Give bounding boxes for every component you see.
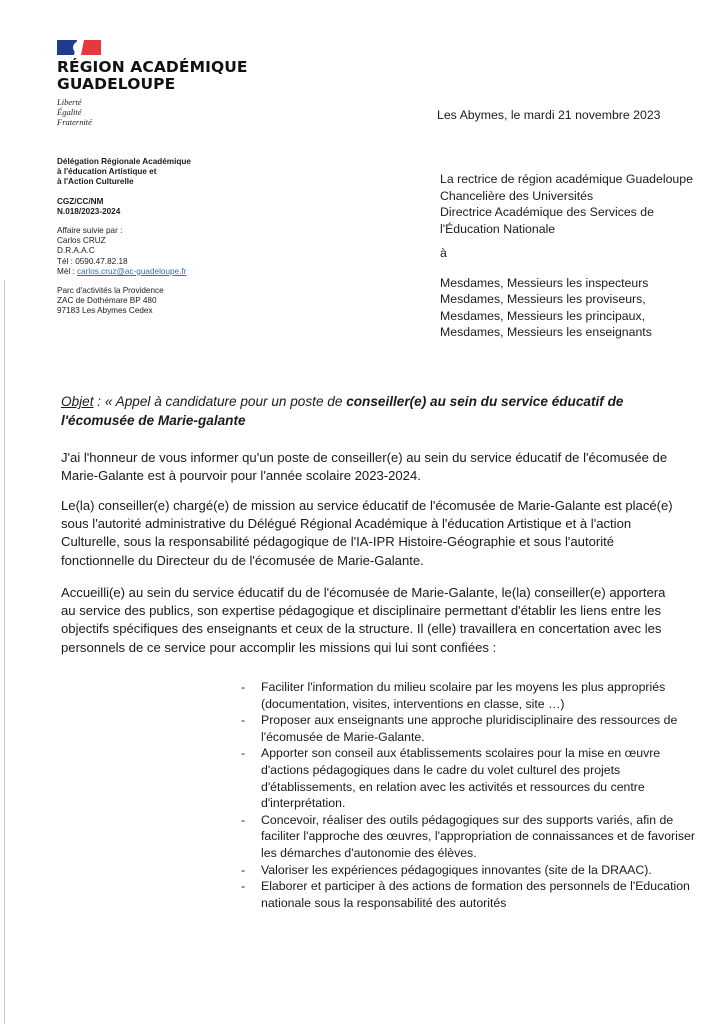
addressee-line: Mesdames, Messieurs les inspecteurs — [440, 275, 649, 290]
organization-name-line1: RÉGION ACADÉMIQUE — [57, 58, 248, 76]
department-line: à l'éducation Artistique et — [57, 167, 157, 177]
department-line: à l'Action Culturelle — [57, 177, 134, 187]
motto-liberte: Liberté — [57, 97, 82, 107]
mission-item — [241, 878, 701, 911]
contact-phone: Tél : 0590.47.82.18 — [57, 256, 128, 266]
dash-bullet-icon: - — [241, 713, 246, 728]
reference-line: N.018/2023-2024 — [57, 206, 121, 216]
author-titles — [440, 171, 710, 237]
address-line: 97183 Les Abymes Cedex — [57, 306, 153, 316]
subject-label: Objet — [61, 394, 94, 409]
body-paragraph-3: Accueilli(e) au sein du service éducatif du de l'écomusée de Marie-Galante, le(la) conseiller(e) apportera au service des publics, son expertise pédagogique et disciplinaire permettant d'établir les liens entre les objectifs spécifiques des enseignants et ceux de la structure. Il (elle) travaillera en concertation avec les personnels de ce service pour accomplir les missions qui lui sont confiées : — [61, 585, 666, 655]
author-title-line: Directrice Académique des Services de — [440, 205, 654, 219]
address-line: ZAC de Dothémare BP 480 — [57, 296, 157, 306]
mission-item — [241, 712, 701, 745]
mission-text: Concevoir, réaliser des outils pédagogiques sur des supports variés, afin de faciliter l'approche des œuvres, l'appropriation de connaissances et de favoriser les démarches d'autonomie des élèves. — [261, 812, 695, 860]
sender-department — [57, 157, 247, 188]
mission-item — [241, 679, 701, 712]
sender-info — [57, 157, 247, 326]
dash-bullet-icon: - — [241, 746, 246, 761]
reference-line: CGZ/CC/NM — [57, 196, 104, 206]
mission-text: Proposer aux enseignants une approche pluridisciplinaire des ressources de l'écomusée de Marie-Galante. — [261, 713, 678, 744]
mission-item — [241, 745, 701, 811]
recipient-block — [440, 171, 710, 341]
mission-text: Valoriser les expériences pédagogiques innovantes (site de la DRAAC). — [261, 862, 652, 877]
dash-bullet-icon: - — [241, 812, 246, 827]
subject-intro: : « Appel à candidature pour un poste de — [93, 394, 347, 409]
body-paragraph-1: J'ai l'honneur de vous informer qu'un poste de conseiller(e) au sein du service éducatif de l'écomusée de Marie-Galante est à pourvoir pour l'année scolaire 2023-2024. — [61, 450, 668, 484]
to-word: à — [440, 246, 447, 260]
body-paragraph-2: Le(la) conseiller(e) chargé(e) de mission au service éducatif de l'écomusée de Marie-Galante est placé(e) sous l'autorité administrative du Délégué Régional Académique à l'éducation Artistique et à l'action Culturelle, sous la responsabilité pédagogique de l'IA-IPR Histoire-Géographie et sous l'autorité fonctionnelle du Directeur du de l'écomusée de Marie-Galante. — [61, 498, 673, 568]
author-title-line: La rectrice de région académique Guadeloupe — [440, 172, 693, 186]
dash-bullet-icon: - — [241, 680, 246, 694]
mission-text: Faciliter l'information du milieu scolaire par les moyens les plus appropriés (documentation, visites, interventions en classe, site …) — [261, 680, 666, 711]
mission-text: Apporter son conseil aux établissements scolaires pour la mise en œuvre d'actions pédagogiques dans le cadre du volet culturel des projets d'établissements, en relation avec les activités et ressources du centre d'interprétation. — [261, 746, 661, 811]
addressees-list — [440, 275, 710, 341]
scan-edge-line — [4, 280, 5, 1024]
dash-bullet-icon: - — [241, 879, 246, 894]
contact-name: Carlos CRUZ — [57, 236, 106, 246]
missions-list — [241, 679, 701, 911]
letter-references — [57, 197, 247, 217]
sender-address — [57, 286, 247, 317]
department-line: Délégation Régionale Académique — [57, 157, 191, 166]
address-line: Parc d'activités la Providence — [57, 286, 164, 296]
mission-item — [241, 862, 701, 879]
followed-by-label: Affaire suivie par : — [57, 226, 123, 236]
republic-motto — [57, 97, 248, 127]
contact-email-line — [57, 267, 247, 277]
letter-date: Les Abymes, le mardi 21 novembre 2023 — [437, 108, 661, 122]
letter-subject — [61, 393, 661, 430]
subject-bold-text: conseiller(e) au sein du service éducatif de l'écomusée de Marie-galante — [61, 394, 624, 428]
mission-item — [241, 812, 701, 862]
contact-email-link[interactable]: carlos.cruz@ac-guadeloupe.fr — [77, 266, 187, 276]
addressee-line: Mesdames, Messieurs les proviseurs, — [440, 292, 646, 307]
marianne-flag-icon — [57, 40, 101, 55]
institution-logo — [57, 40, 248, 127]
motto-fraternite: Fraternité — [57, 117, 92, 127]
contact-service: D.R.A.A.C — [57, 246, 95, 256]
dash-bullet-icon: - — [241, 862, 246, 877]
addressee-line: Mesdames, Messieurs les principaux, — [440, 308, 646, 323]
author-title-line: l'Éducation Nationale — [440, 221, 556, 236]
mission-text: Elaborer et participer à des actions de formation des personnels de l'Education nationale sous la responsabilité des autorités — [261, 879, 690, 910]
organization-name-line2: GUADELOUPE — [57, 75, 176, 93]
motto-egalite: Égalité — [57, 107, 82, 117]
organization-name — [57, 59, 248, 93]
email-label: Mél : — [57, 266, 78, 276]
contact-block — [57, 226, 247, 277]
author-title-line: Chancelière des Universités — [440, 188, 594, 203]
addressee-line: Mesdames, Messieurs les enseignants — [440, 325, 652, 340]
